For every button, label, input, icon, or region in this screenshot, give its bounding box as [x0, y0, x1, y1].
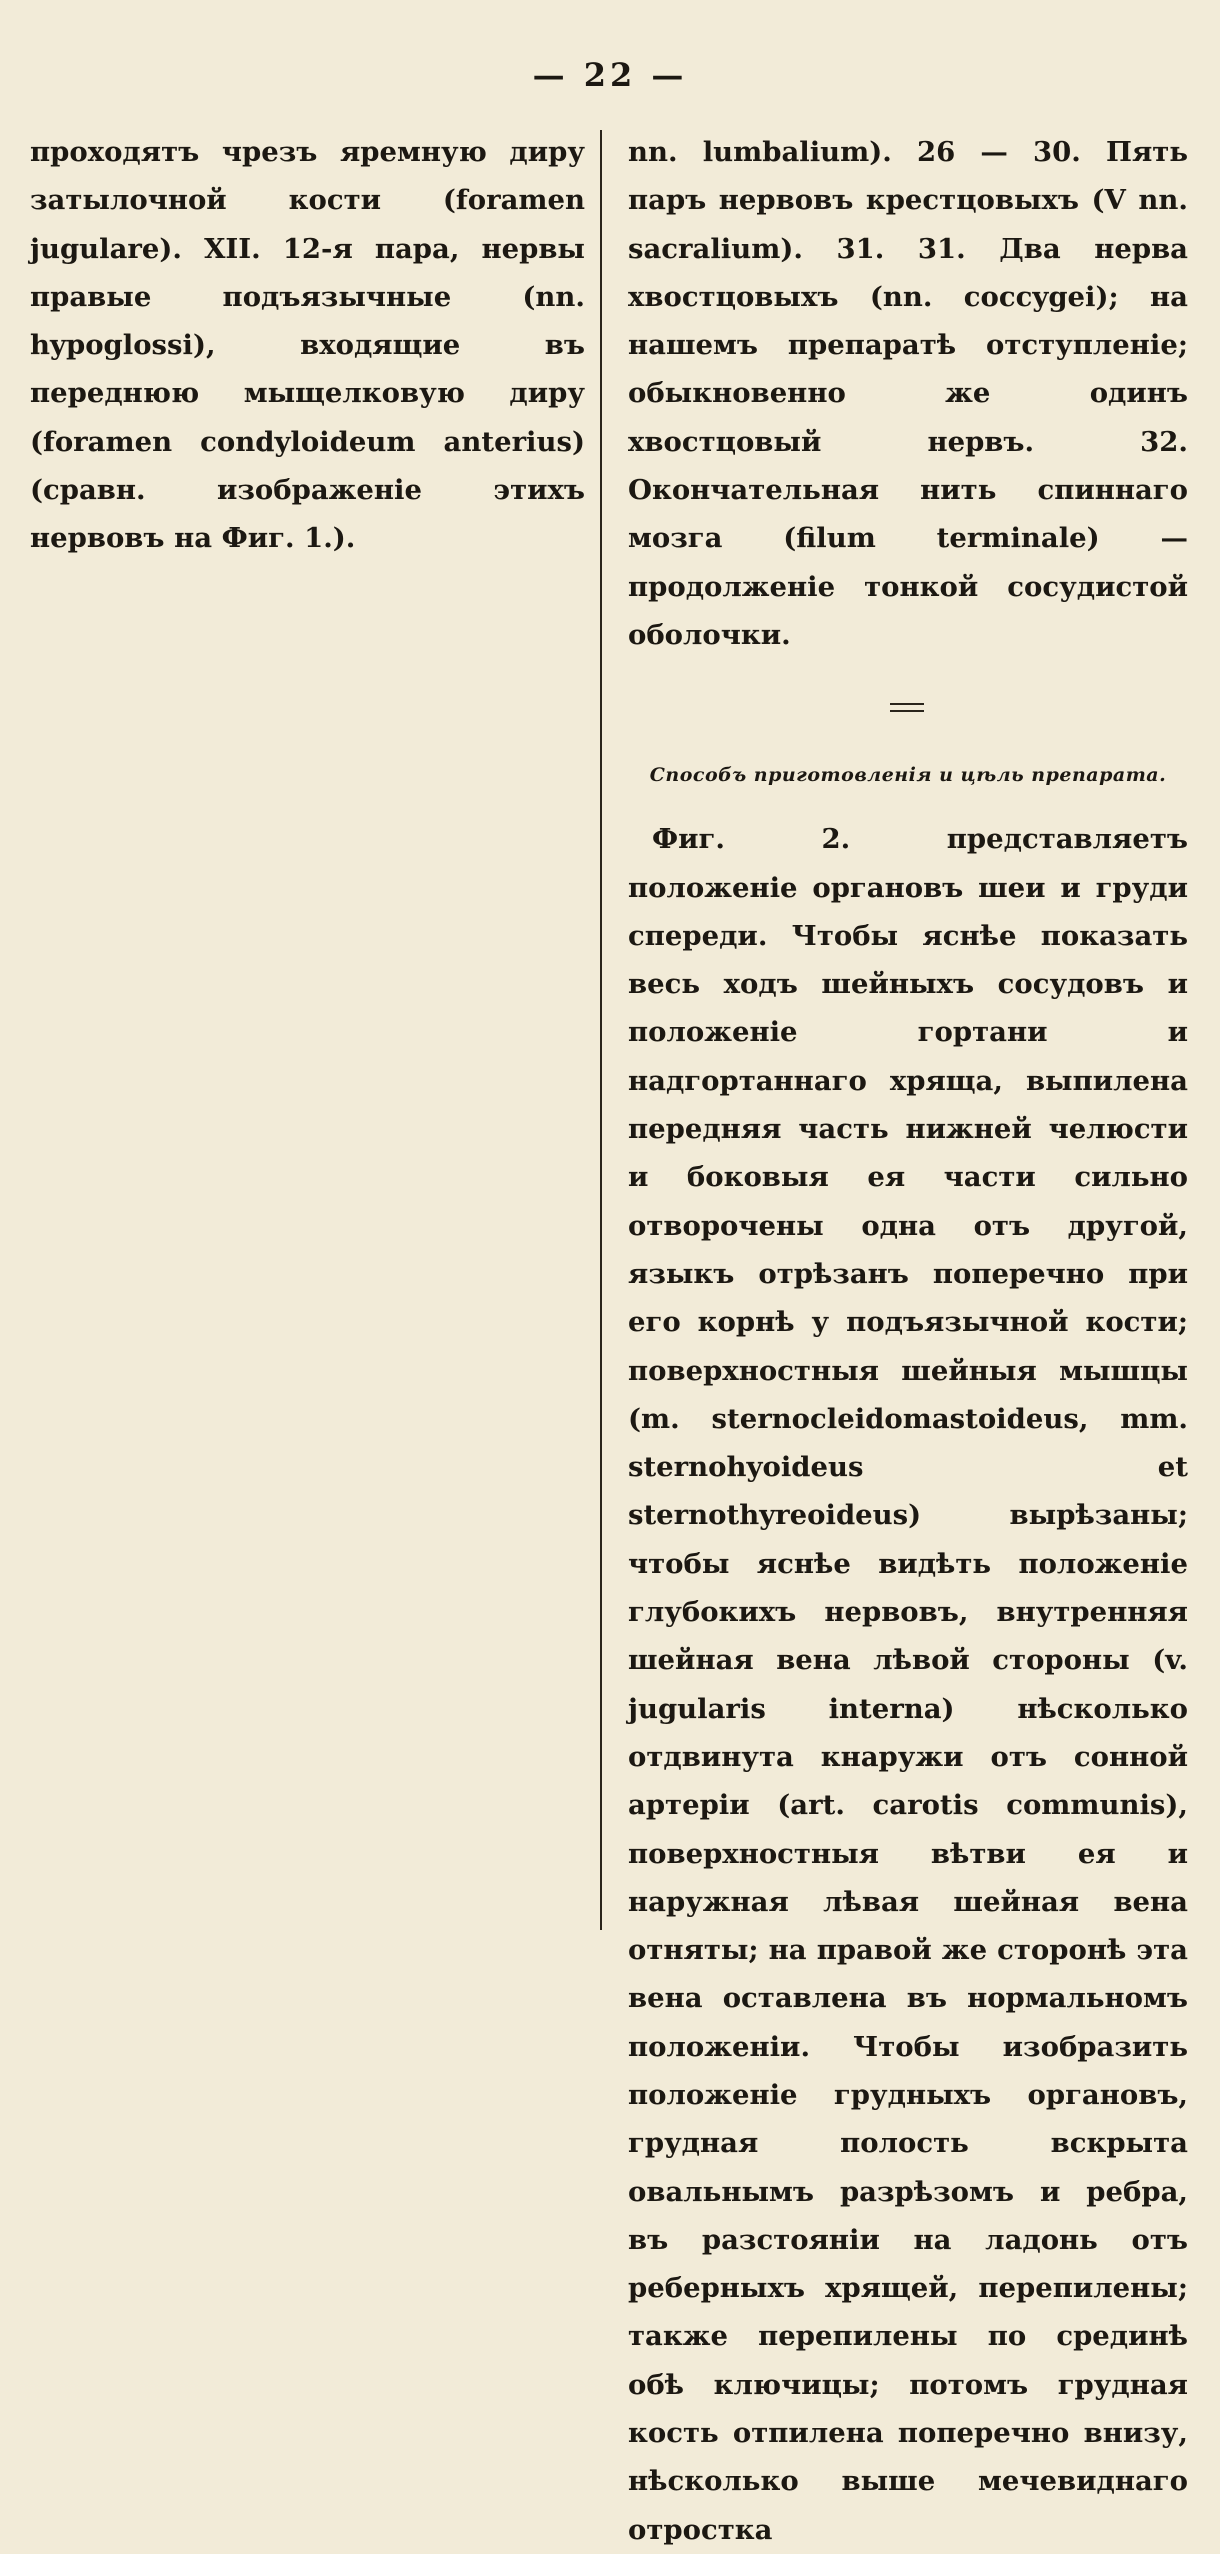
right-paragraph-body: Фиг. 2. представляетъ положеніе органовъ шеи и груди спереди. Чтобы яснѣе показать весь ходъ шейныхъ сосудовъ и положеніе гортани и надгортаннаго хряща, выпилена передняя часть нижней челюсти и боковыя ея части сильно отворочены одна отъ другой, языкъ отрѣзанъ поперечно при его корнѣ у подъязычной кости; поверхностныя шейныя мышцы (m. sternocleidomastoideus, mm. sternohyoideus et sternothyreoideus) вырѣзаны; чтобы яснѣе видѣть положеніе глубокихъ нервовъ, внутренняя шейная вена лѣвой стороны (v. jugularis interna) нѣсколько отдвинута кнаружи отъ сонной артеріи (art. carotis communis), поверхностныя вѣтви ея и наружная лѣвая шейная вена отняты; на правой же сторонѣ эта вена оставлена въ нормальномъ положеніи. Чтобы изобразить положеніе грудныхъ органовъ, грудная полость вскрыта овальнымъ разрѣзомъ и ребра, въ разстояніи на ладонь отъ реберныхъ хрящей, перепилены; также перепилены по срединѣ обѣ ключицы; потомъ грудная кость отпилена поперечно внизу, нѣсколько выше мечевиднаго отростка: [628, 823, 1188, 2546]
left-paragraph-1: проходятъ чрезъ яремную диру затылочной кости (foramen jugulare). XII. 12-я пара, нервы правые подъязычные (nn. hypoglossi), входящие въ переднюю мыщелковую диру (foramen condyloideum anterius) (сравн. изображеніе этихъ нервовъ на Фиг. 1.).: [30, 136, 585, 555]
left-column: [30, 128, 585, 563]
page-number: — 22 —: [532, 56, 688, 94]
column-divider: [600, 130, 602, 1930]
section-heading: Способъ приготовленія и цѣль препарата.: [649, 764, 1167, 787]
double-rule-separator: [628, 659, 1188, 755]
right-column: [628, 128, 1188, 2554]
right-paragraph-top: nn. lumbalium). 26 — 30. Пять паръ нервовъ крестцовыхъ (V nn. sacralium). 31. 31. Два нерва хвостцовыхъ (nn. coccygei); на нашемъ препаратѣ отступленіе; обыкновенно же одинъ хвостцовый нервъ. 32. Окончательная нить спиннаго мозга (filum terminale) — продолженіе тонкой сосудистой оболочки.: [628, 136, 1188, 651]
